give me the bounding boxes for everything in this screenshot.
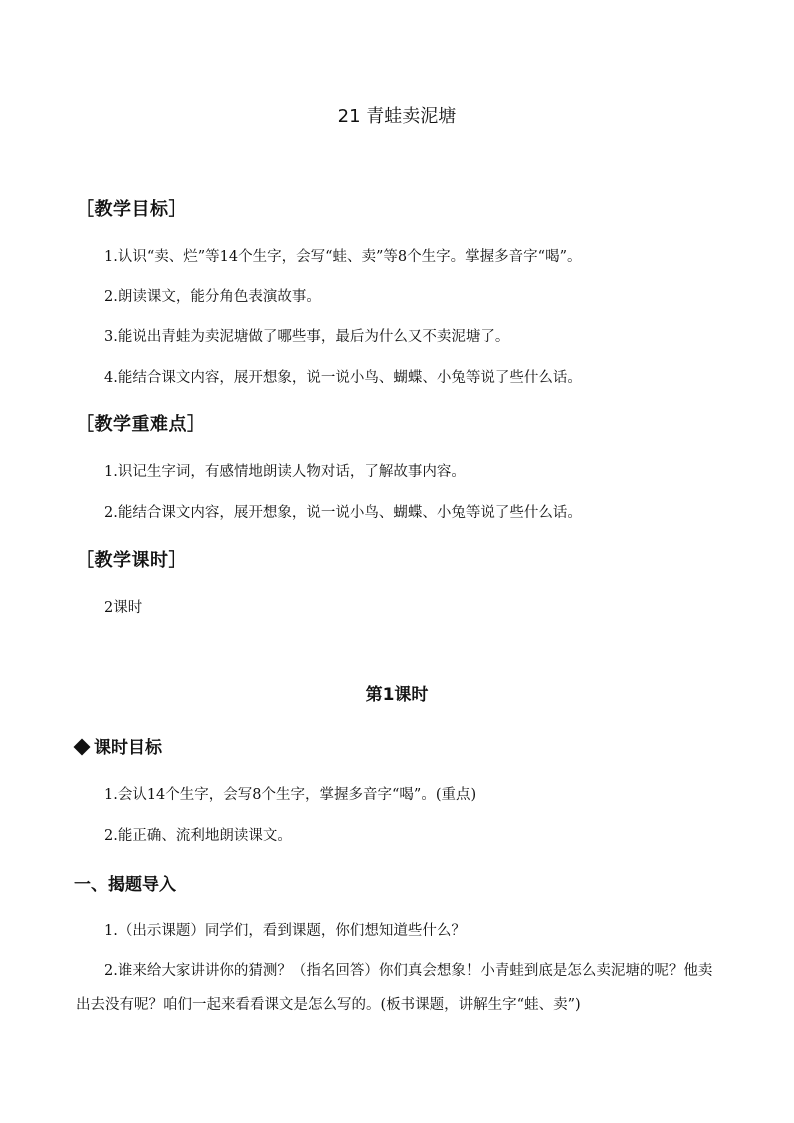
- teaching-goals-heading: ［教学目标］: [76, 199, 187, 220]
- lesson-goals-heading: [74, 736, 162, 760]
- class-hours-heading: ［教学课时］: [76, 550, 187, 571]
- goal-item-3: 3.能说出青蛙为卖泥塘做了哪些事，最后为什么又不卖泥塘了。: [104, 329, 510, 345]
- key-point-2: 2.能结合课文内容，展开想象，说一说小鸟、蝴蝶、小兔等说了些什么话。: [104, 505, 582, 521]
- intro-heading: 一、揭题导入: [74, 875, 176, 895]
- goal-item-2: 2.朗读课文，能分角色表演故事。: [104, 289, 321, 305]
- key-points-heading: ［教学重难点］: [76, 414, 206, 435]
- goal-item-4: 4.能结合课文内容，展开想象，说一说小鸟、蝴蝶、小兔等说了些什么话。: [104, 370, 582, 386]
- goal-item-1: 1.认识“卖、烂”等14个生字，会写“蛙、卖”等8个生字。掌握多音字“喝”。: [104, 249, 582, 265]
- lesson-goals-heading-text: 课时目标: [94, 738, 162, 758]
- lesson-goal-2: 2.能正确、流利地朗读课文。: [104, 828, 292, 844]
- class-hours-value: 2课时: [104, 600, 143, 616]
- intro-item-2: 2.谁来给大家讲讲你的猜测？（指名回答）你们真会想象！小青蛙到底是怎么卖泥塘的呢？他卖出去没有呢？咱们一起来看看课文是怎么写的。(板书课题，讲解生字“蛙、卖”): [76, 963, 713, 1013]
- key-point-1: 1.识记生字词，有感情地朗读人物对话，了解故事内容。: [104, 464, 466, 480]
- lesson-goal-1: 1.会认14个生字，会写8个生字，掌握多音字“喝”。(重点): [104, 787, 477, 803]
- intro-item-1: 1.（出示课题）同学们，看到课题，你们想知道些什么？: [104, 923, 466, 939]
- diamond-bullet-icon: [74, 739, 91, 756]
- lesson-1-title: 第1课时: [365, 685, 429, 705]
- document-title: 21 青蛙卖泥塘: [337, 106, 457, 127]
